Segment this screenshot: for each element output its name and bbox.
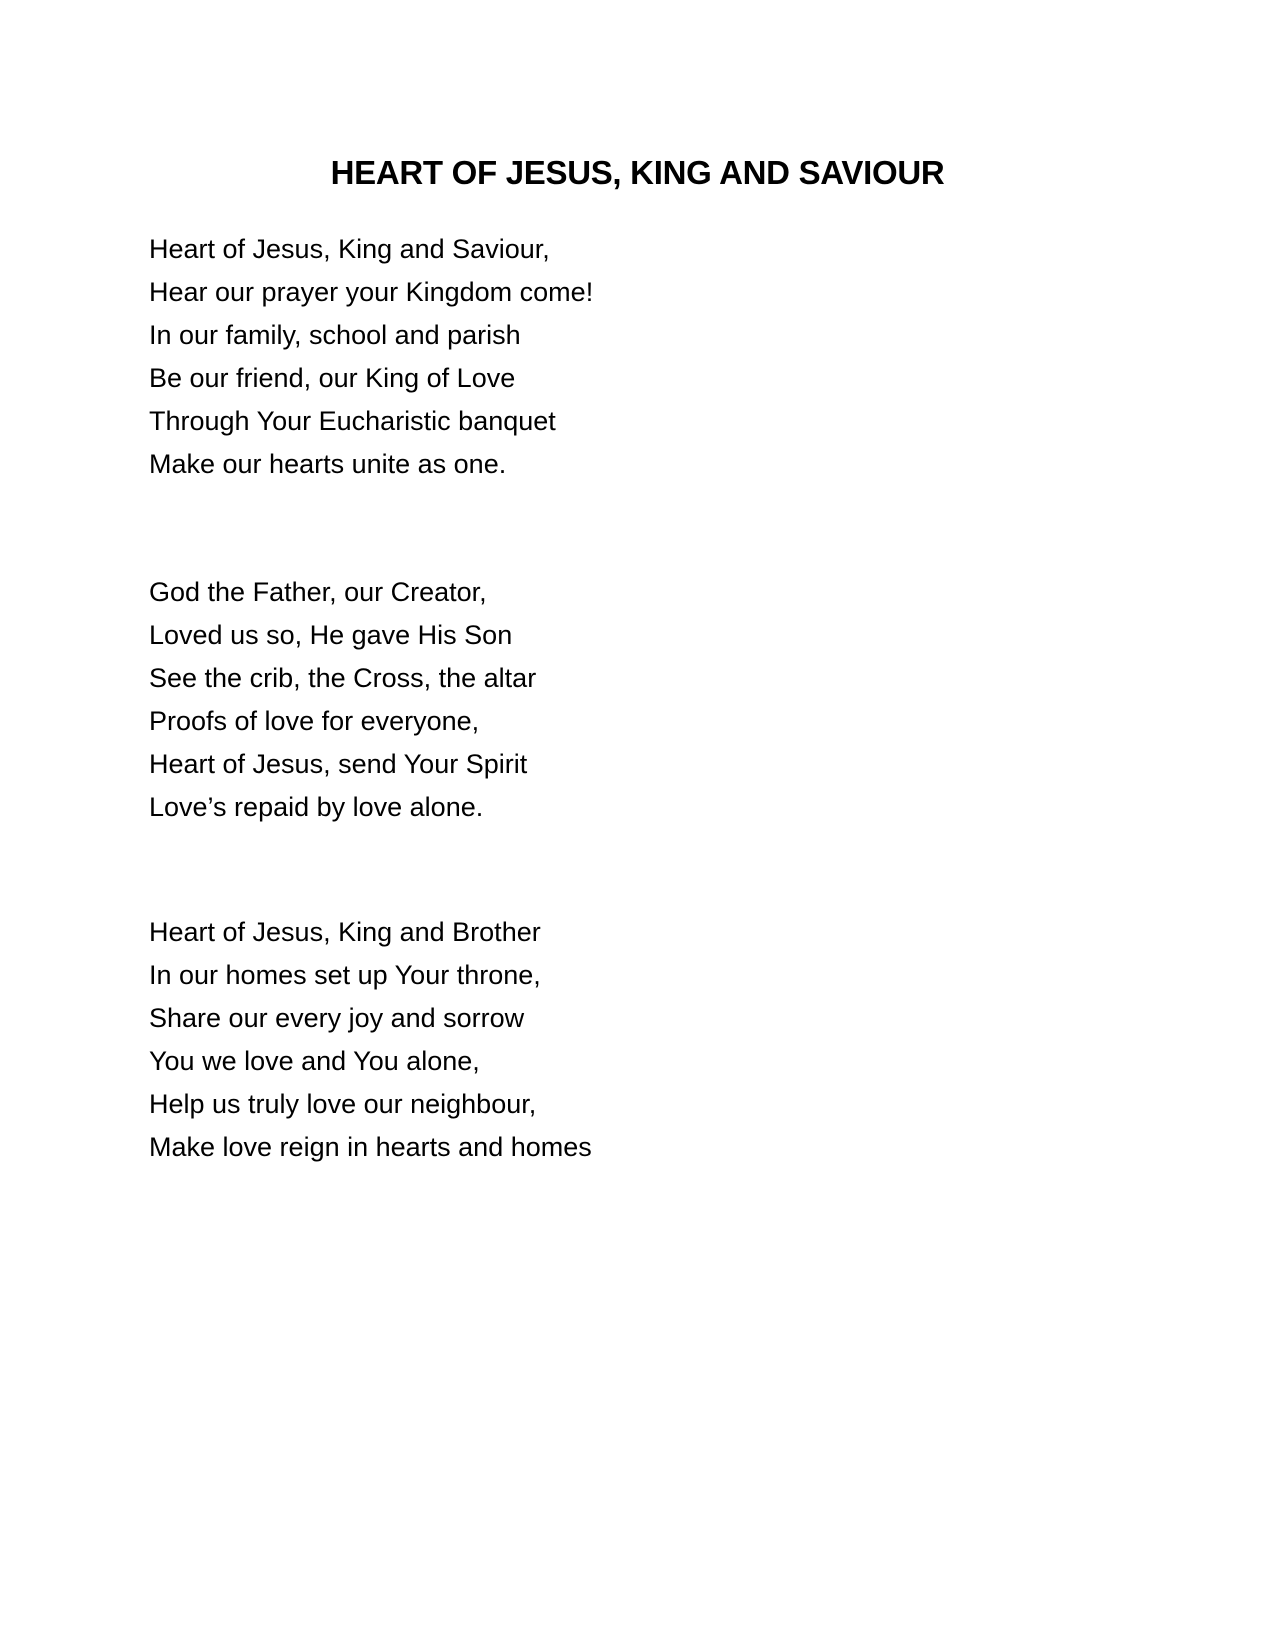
hymn-title: HEART OF JESUS, KING AND SAVIOUR: [330, 154, 945, 191]
lyric-line: Make love reign in hearts and homes: [149, 1132, 592, 1162]
lyric-line: Help us truly love our neighbour,: [149, 1089, 537, 1119]
stanza-3: [149, 911, 592, 1169]
lyric-line: Hear our prayer your Kingdom come!: [149, 277, 594, 307]
lyric-line: Heart of Jesus, send Your Spirit: [149, 749, 528, 779]
lyric-line: God the Father, our Creator,: [149, 577, 487, 607]
lyric-line: You we love and You alone,: [149, 1046, 480, 1076]
lyric-line: Share our every joy and sorrow: [149, 1003, 525, 1033]
lyric-line: Love’s repaid by love alone.: [149, 792, 484, 822]
lyric-line: Proofs of love for everyone,: [149, 706, 480, 736]
lyric-line: See the crib, the Cross, the altar: [149, 663, 537, 693]
lyric-line: In our homes set up Your throne,: [149, 960, 541, 990]
lyric-line: Through Your Eucharistic banquet: [149, 406, 556, 436]
lyric-line: Heart of Jesus, King and Saviour,: [149, 234, 550, 264]
lyric-line: Be our friend, our King of Love: [149, 363, 516, 393]
lyric-line: Heart of Jesus, King and Brother: [149, 917, 541, 947]
stanza-1: [149, 228, 593, 486]
lyric-line: Loved us so, He gave His Son: [149, 620, 513, 650]
stanza-2: [149, 571, 536, 829]
lyric-line: Make our hearts unite as one.: [149, 449, 507, 479]
lyric-line: In our family, school and parish: [149, 320, 521, 350]
